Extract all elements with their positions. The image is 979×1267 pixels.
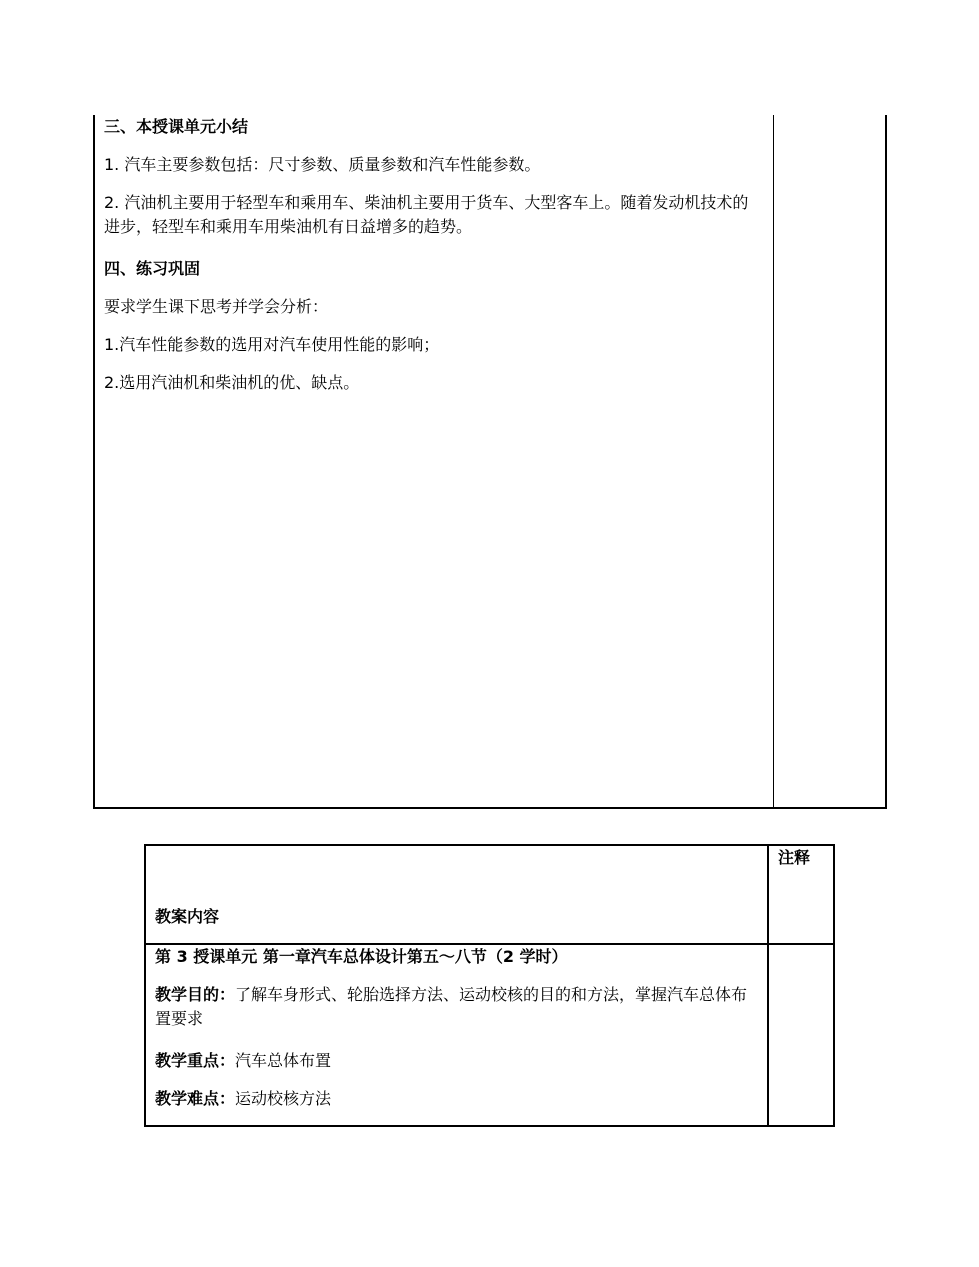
table-header-row	[146, 846, 833, 945]
practice-item-1: 1.汽车性能参数的选用对汽车使用性能的影响；	[104, 335, 440, 354]
header-content-label: 教案内容	[155, 907, 220, 926]
table-body-row	[146, 945, 833, 1125]
difficulty-text: 运动校核方法	[235, 1089, 332, 1108]
key-point-paragraph	[155, 1049, 331, 1073]
lesson-plan-table	[144, 844, 835, 1127]
key-point-text: 汽车总体布置	[235, 1051, 332, 1070]
difficulty-paragraph	[155, 1087, 331, 1111]
body-content-cell	[146, 945, 769, 1125]
lesson-table-continued	[93, 115, 887, 809]
summary-heading: 三、本授课单元小结	[104, 117, 249, 136]
practice-item-2: 2.选用汽油机和柴油机的优、缺点。	[104, 373, 360, 392]
objective-text: 了解车身形式、轮胎选择方法、运动校核的目的和方法，掌握汽车总体布置要求	[155, 985, 748, 1028]
summary-item-1: 1. 汽车主要参数包括：尺寸参数、质量参数和汽车性能参数。	[104, 155, 541, 174]
practice-heading: 四、练习巩固	[104, 259, 201, 278]
key-point-label: 教学重点：	[155, 1051, 236, 1070]
objective-paragraph	[155, 983, 757, 1031]
lesson-content-cell	[95, 115, 774, 807]
header-content-cell	[146, 846, 769, 943]
body-notes-cell	[769, 945, 833, 1125]
summary-item-2: 2. 汽油机主要用于轻型车和乘用车、柴油机主要用于货车、大型客车上。随着发动机技术的进步，轻型车和乘用车用柴油机有日益增多的趋势。	[104, 193, 749, 236]
unit-title: 第 3 授课单元 第一章汽车总体设计第五～八节（2 学时）	[155, 947, 568, 966]
objective-label: 教学目的：	[155, 985, 236, 1004]
difficulty-label: 教学难点：	[155, 1089, 236, 1108]
notes-cell	[775, 115, 885, 807]
practice-intro: 要求学生课下思考并学会分析：	[104, 297, 329, 316]
header-notes-label: 注释	[778, 848, 811, 867]
header-notes-cell	[769, 846, 833, 943]
